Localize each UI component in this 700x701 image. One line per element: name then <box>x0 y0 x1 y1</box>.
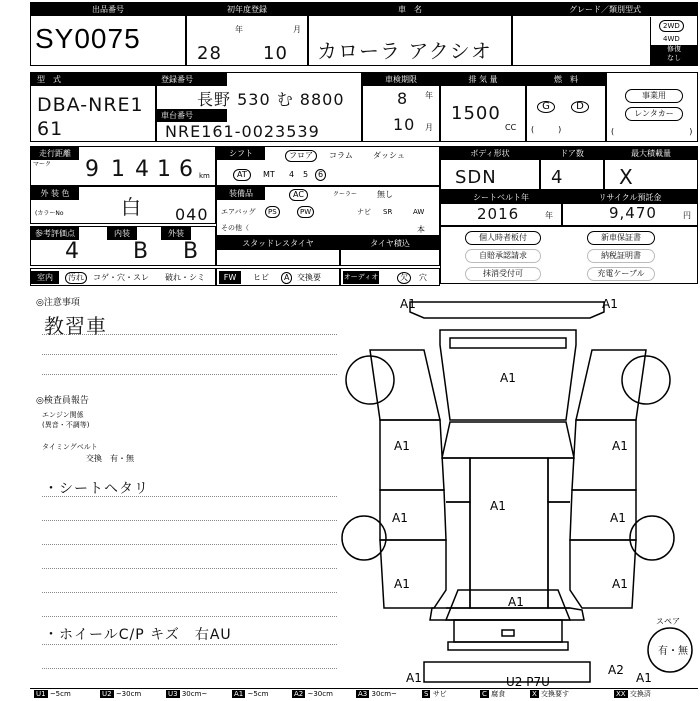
grade-label: グレード／類別型式 <box>513 3 697 16</box>
body-value: SDN <box>455 167 497 188</box>
body-cell <box>440 146 540 190</box>
car-name-label: 車 名 <box>309 3 511 16</box>
ref-score: 4 <box>65 239 80 264</box>
equip-airbag: エアバッグ <box>221 208 256 216</box>
audio-hole: 穴 <box>419 273 427 282</box>
report-line2: ・ホイールC/P キズ 右AU <box>44 627 232 643</box>
ext-score-label: 外装 <box>161 227 191 240</box>
mileage-d4: 6 <box>179 157 194 182</box>
equip-aw: AW <box>413 208 425 216</box>
color-code: 040 <box>175 205 209 224</box>
legend-a2: A2 ~30cm <box>294 690 333 698</box>
fuel-g: G <box>537 101 555 113</box>
color-value: 白 <box>121 195 142 219</box>
mark-trunk: A1 <box>508 595 524 609</box>
mark-rear-door-left: A1 <box>392 511 408 525</box>
mark-front-bumper-left: A1 <box>400 297 416 311</box>
mark-rear-bumper-right: A1 <box>636 671 652 685</box>
equip-navi: ナビ <box>357 208 371 216</box>
mileage-d0: 9 <box>85 157 100 182</box>
report-header: ◎検査員報告 <box>36 396 89 406</box>
interior-tear: 破れ・シミ <box>165 273 205 282</box>
color-label: 外 装 色 <box>31 187 79 200</box>
equip-ps: PS <box>265 206 280 218</box>
color-code-label: (カラーNo <box>35 210 64 217</box>
mark-rear-fender-right: A1 <box>612 577 628 591</box>
ref-score-label: 参考評価点 <box>31 227 79 240</box>
lot-label: 出品番号 <box>31 3 185 16</box>
drive-4wd: 4WD <box>663 35 680 43</box>
grade-cell <box>512 2 698 66</box>
mileage-unit: km <box>199 172 210 180</box>
repair-badge <box>651 45 697 65</box>
fuel-d: D <box>571 101 589 113</box>
mileage-d2: 4 <box>135 157 150 182</box>
chassis-value: NRE161-0023539 <box>165 122 320 141</box>
gear-5: 5 <box>303 170 309 179</box>
inspection-year-unit: 年 <box>425 91 433 100</box>
plate-cell <box>156 72 362 142</box>
inspection-year: 8 <box>397 89 409 108</box>
mark-rear-door-right: A1 <box>610 511 626 525</box>
plate-label: 登録番号 <box>157 73 227 86</box>
spare-value: 有・無 <box>658 646 688 657</box>
spare-label: スペア <box>656 617 680 626</box>
seatbelt-unit: 年 <box>545 211 553 220</box>
ext-score: B <box>183 239 200 264</box>
legend-u3: U3 30cm~ <box>168 690 208 698</box>
seatbelt-label: シートベルト年 <box>441 191 561 204</box>
displacement-cell <box>440 72 526 142</box>
mark-rear-bumper-left: A1 <box>406 671 422 685</box>
fw-a: A <box>281 272 292 284</box>
studless-unit: 本 <box>417 225 425 234</box>
inspection-month-unit: 月 <box>425 123 433 132</box>
recycle-value: 9,470 <box>609 204 657 222</box>
doc-liability: 自賠承認請求 <box>465 249 541 263</box>
doors-label: ドア数 <box>541 147 603 160</box>
fw-cell <box>216 268 340 286</box>
legend-u2: U2 ~30cm <box>102 690 142 698</box>
int-score: B <box>133 239 150 264</box>
equip-none: 無し <box>377 190 393 199</box>
recycle-unit: 円 <box>683 211 691 220</box>
mark-front-door-left: A1 <box>394 439 410 453</box>
displacement-value: 1500 <box>451 103 501 124</box>
first-reg-month: 10 <box>263 43 288 64</box>
seatbelt-cell <box>440 190 562 226</box>
legend-u1: U1 ~5cm <box>36 690 71 698</box>
car-name-cell <box>308 2 512 66</box>
report-engine: エンジン関係 <box>42 411 84 419</box>
report-timing: タイミングベルト <box>42 443 98 451</box>
doc-tax: 納税証明書 <box>587 249 655 263</box>
equip-ac: AC <box>289 189 308 201</box>
capacity-cell <box>604 146 698 190</box>
drive-2wd: 2WD <box>659 20 684 32</box>
first-reg-label: 初年度登録 <box>187 3 307 16</box>
equip-cooler: クーラー <box>333 191 358 198</box>
equipment-label: 装備品 <box>217 187 265 200</box>
legend-x: X 交換要す <box>532 690 570 698</box>
capacity-value: X <box>619 165 634 189</box>
legend-s: S サビ <box>424 690 447 698</box>
chassis-label: 車台番号 <box>157 109 227 122</box>
doc-warranty: 新車保証書 <box>587 231 655 245</box>
body-label: ボディ形状 <box>441 147 539 160</box>
equipment-cell <box>216 186 440 236</box>
doors-cell <box>540 146 604 190</box>
model-value: DBA-NRE161 <box>37 94 144 140</box>
first-reg-cell <box>186 2 308 66</box>
displacement-unit: CC <box>505 123 517 132</box>
interior-cell <box>30 268 216 286</box>
first-reg-month-unit: 月 <box>293 25 301 34</box>
shift-floor: フロア <box>285 150 317 162</box>
seatbelt-value: 2016 <box>477 205 520 223</box>
studless-label: スタッドレスタイヤ <box>217 237 339 250</box>
gear-6: 6 <box>315 169 326 181</box>
usage-rental: レンタカー <box>625 107 683 121</box>
plate-value: 長野 530 む 8800 <box>197 90 345 109</box>
report-line1: ・シートヘタリ <box>44 481 149 497</box>
color-cell <box>30 186 216 224</box>
interior-label: 室内 <box>31 271 59 284</box>
interior-burn: コゲ・穴・スレ <box>93 273 149 282</box>
notes-text: 教習車 <box>44 314 107 338</box>
legend-c: C 腐食 <box>482 690 506 698</box>
mileage-d3: 1 <box>157 157 172 182</box>
first-reg-year: 28 <box>197 43 222 64</box>
displacement-label: 排 気 量 <box>441 73 525 86</box>
fuel-paren: ( ) <box>531 125 562 134</box>
inspection-cell <box>362 72 440 142</box>
car-diagram <box>340 290 700 688</box>
repair-value: なし <box>667 54 681 62</box>
fuel-label: 燃 料 <box>527 73 605 86</box>
usage-cell: 事業用 レンタカー ( ) <box>606 72 698 142</box>
repair-label: 修復 <box>667 45 681 53</box>
doors-value: 4 <box>551 167 564 188</box>
fw-replace: 交換要 <box>297 273 321 282</box>
mark-front-door-right: A1 <box>612 439 628 453</box>
mark-roof: A1 <box>490 499 506 513</box>
inspection-month: 10 <box>393 115 416 134</box>
shift-at: AT <box>233 169 251 181</box>
studless-cell <box>216 236 340 266</box>
mark-rear-corner: A2 <box>608 663 624 677</box>
mark-rear-bumper-center: U2 P7U <box>506 675 550 688</box>
mark-hood: A1 <box>500 371 516 385</box>
fw-label: FW <box>219 271 241 284</box>
mark-rear-fender-left: A1 <box>394 577 410 591</box>
car-name-value: カローラ アクシオ <box>317 39 492 63</box>
doc-cancel: 抹消受付可 <box>465 267 541 281</box>
doc-cable: 充電ケーブル <box>587 267 655 281</box>
mileage-label: 走行距離 <box>31 147 79 160</box>
shift-dash: ダッシュ <box>373 151 405 160</box>
lot-cell <box>30 2 186 66</box>
legend-a1: A1 ~5cm <box>234 690 269 698</box>
tire-stack-label: タイヤ積込 <box>341 237 439 250</box>
drive-repair-box <box>650 17 699 65</box>
recycle-label: リサイクル預託金 <box>563 191 697 204</box>
equip-other: その他（ <box>221 224 249 232</box>
audio-missing: 欠 <box>397 272 411 284</box>
shift-column: コラム <box>329 151 353 160</box>
equip-pw: PW <box>297 206 314 218</box>
notes-header: ◎注意事項 <box>36 298 80 308</box>
mileage-mark: マーク <box>33 161 52 168</box>
fuel-cell <box>526 72 606 142</box>
mark-front-bumper-right: A1 <box>602 297 618 311</box>
int-score-label: 内装 <box>107 227 137 240</box>
shift-cell <box>216 146 440 186</box>
report-timing-sub: 交換 有・無 <box>86 454 134 463</box>
audio-cell <box>340 268 440 286</box>
docs-cell <box>440 226 698 284</box>
equip-sr: SR <box>383 208 393 216</box>
shift-label: シフト <box>217 147 265 160</box>
shift-mt: MT <box>263 170 275 179</box>
doc-personal: 個人時者板付 <box>465 231 541 245</box>
legend-a3: A3 30cm~ <box>358 690 397 698</box>
capacity-label: 最大積載量 <box>605 147 697 160</box>
recycle-cell <box>562 190 698 226</box>
interior-dirt: 汚れ <box>65 272 87 284</box>
legend-xx: XX 交換済 <box>616 690 651 698</box>
inspection-label: 車検期限 <box>363 73 439 86</box>
mileage-d1: 1 <box>111 157 126 182</box>
model-label: 型 式 <box>31 73 155 86</box>
fw-crack: ヒビ <box>253 273 269 282</box>
report-engine-sub: (異音・不調等) <box>42 421 90 429</box>
audio-label: オーディオ <box>343 271 379 284</box>
mileage-cell <box>30 146 216 186</box>
model-cell <box>30 72 156 142</box>
tire-stack-cell <box>340 225 440 266</box>
scores-cell <box>30 226 216 266</box>
gear-4: 4 <box>289 170 295 179</box>
first-reg-year-unit: 年 <box>235 25 243 34</box>
usage-business: 事業用 <box>625 89 683 103</box>
lot-number: SY0075 <box>35 23 141 54</box>
